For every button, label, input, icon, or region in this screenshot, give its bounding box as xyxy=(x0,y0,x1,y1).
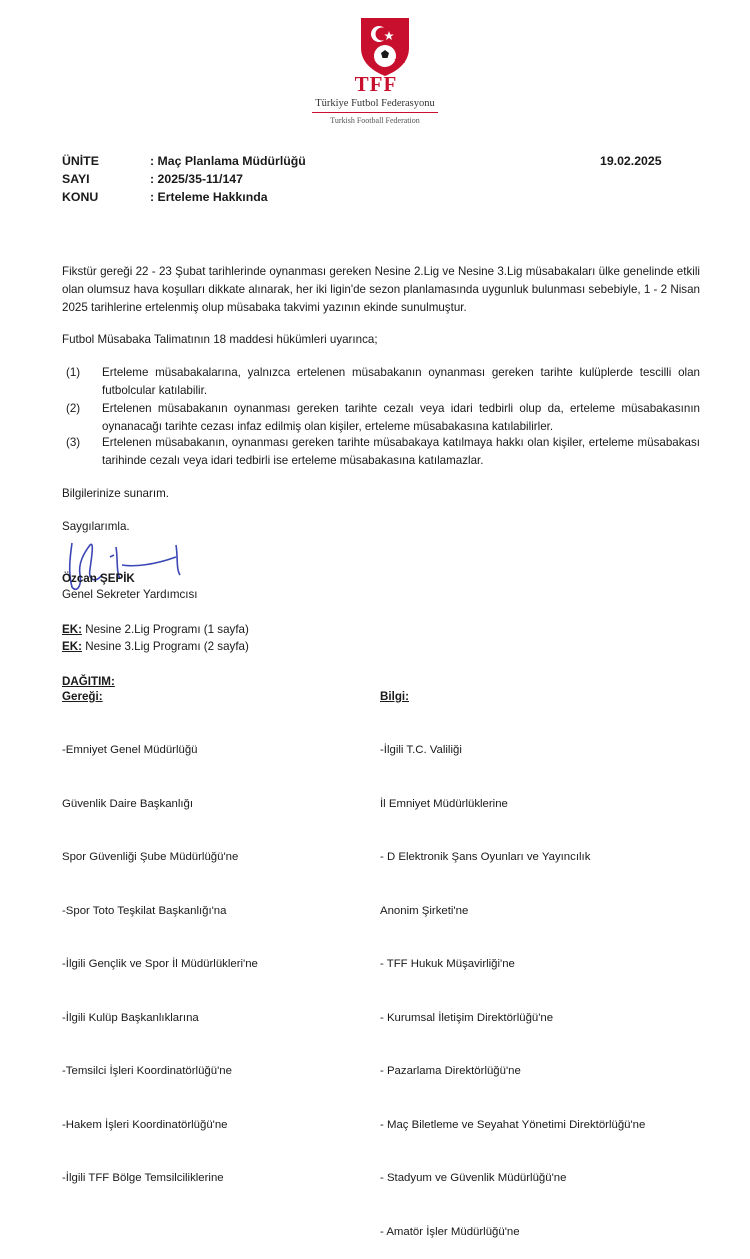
closing-info: Bilgilerinize sunarım. xyxy=(62,487,169,500)
attachment-text: Nesine 3.Lig Programı (2 sayfa) xyxy=(81,640,249,653)
list-item: -İlgili T.C. Valiliği xyxy=(380,744,462,756)
letterhead-divider xyxy=(312,112,438,113)
org-name-tr: Türkiye Futbol Federasyonu xyxy=(315,98,435,109)
list-item xyxy=(62,434,700,470)
body-paragraph-1: Fikstür gereği 22 - 23 Şubat tarihlerinde oynanması gereken Nesine 2.Lig ve Nesine 3.Lig müsabakaları ülke genelinde etkili olan olumsuz hava koşulları dikkate alınarak, her iki ligin'de sezon planlamasında uygunluk bulunması sebebiyle, 1 - 2 Nisan 2025 tarihlerine ertelenmiş olup müsabaka takvimi yazının ekinde sunulmuştur. xyxy=(62,265,700,314)
list-item: -Emniyet Genel Müdürlüğü xyxy=(62,744,198,756)
body-paragraph-2: Futbol Müsabaka Talimatının 18 maddesi hükümleri uyarınca; xyxy=(62,333,378,346)
attachment-label: EK: xyxy=(62,623,82,636)
list-item-number: (2) xyxy=(66,402,81,415)
list-item xyxy=(62,364,700,400)
list-item-text: Ertelenen müsabakanın oynanması gereken tarihte cezalı veya idari tedbirli olup da, erteleme müsabakasının oynanacağı tarihte cezası infaz edilmiş olan kişiler, erteleme müsabakasına katılabilirler. xyxy=(102,402,700,433)
list-item-text: Ertelenen müsabakanın, oynanması gereken tarihte müsabakaya katılmaya hakkı olan kişiler, erteleme müsabakası tarihinde cezalı veya idari tedbirli ise erteleme müsabakasına katılamazlar. xyxy=(102,436,700,467)
list-item: -İlgili Gençlik ve Spor İl Müdürlükleri'ne xyxy=(62,958,258,970)
svg-text:1923: 1923 xyxy=(394,59,406,65)
list-item: -İlgili Kulüp Başkanlıklarına xyxy=(62,1011,199,1024)
signatory-name: Özcan ŞEPİK xyxy=(62,572,135,585)
document-date: 19.02.2025 xyxy=(600,154,662,168)
list-item: -Spor Toto Teşkilat Başkanlığı'na xyxy=(62,904,227,917)
list-item: - TFF Hukuk Müşavirliği'ne xyxy=(380,958,515,970)
distribution-title: DAĞITIM: xyxy=(62,675,115,688)
list-item-number: (1) xyxy=(66,366,81,379)
closing-regards: Saygılarımla. xyxy=(62,520,130,533)
list-item: - Amatör İşler Müdürlüğü'ne xyxy=(380,1225,520,1238)
list-item: - D Elektronik Şans Oyunları ve Yayıncılık xyxy=(380,851,591,863)
subject-label: KONU xyxy=(62,190,99,204)
list-item xyxy=(62,400,700,436)
attachment-line-2 xyxy=(62,640,249,653)
number-value: : 2025/35-11/147 xyxy=(150,172,243,186)
list-item-number: (3) xyxy=(66,436,81,449)
unit-label: ÜNİTE xyxy=(62,154,99,168)
org-abbreviation: TFF xyxy=(354,72,398,96)
list-item: -Temsilci İşleri Koordinatörlüğü'ne xyxy=(62,1065,232,1077)
org-name-en: Turkish Football Federation xyxy=(330,116,420,125)
handwritten-signature-icon xyxy=(58,535,198,595)
tff-logo-icon xyxy=(355,14,415,78)
list-item: Spor Güvenliği Şube Müdürlüğü'ne xyxy=(62,851,239,863)
attachment-label: EK: xyxy=(62,640,82,653)
list-item: - Stadyum ve Güvenlik Müdürlüğü'ne xyxy=(380,1172,567,1184)
list-item: -İlgili TFF Bölge Temsilciliklerine xyxy=(62,1172,224,1184)
unit-value: : Maç Planlama Müdürlüğü xyxy=(150,154,306,168)
list-item: Güvenlik Daire Başkanlığı xyxy=(62,797,194,810)
signatory-title: Genel Sekreter Yardımcısı xyxy=(62,588,198,601)
attachment-text: Nesine 2.Lig Programı (1 sayfa) xyxy=(81,623,249,636)
list-item: - Kurumsal İletişim Direktörlüğü'ne xyxy=(380,1011,554,1024)
number-label: SAYI xyxy=(62,172,90,186)
list-item: İl Emniyet Müdürlüklerine xyxy=(380,797,508,810)
list-item: - Maç Biletleme ve Seyahat Yönetimi Direktörlüğü'ne xyxy=(380,1118,646,1131)
distribution-required-list xyxy=(62,706,258,1206)
list-item: - Pazarlama Direktörlüğü'ne xyxy=(380,1065,521,1077)
list-item: Anonim Şirketi'ne xyxy=(380,904,469,917)
distribution-info-title: Bilgi: xyxy=(380,690,409,703)
subject-value: : Erteleme Hakkında xyxy=(150,190,268,204)
attachment-line-1 xyxy=(62,623,249,636)
distribution-info-list xyxy=(380,706,645,1259)
list-item: -Hakem İşleri Koordinatörlüğü'ne xyxy=(62,1118,228,1131)
list-item-text: Erteleme müsabakalarına, yalnızca ertelenen müsabakanın oynanması gereken tarihte kulüplerde tescilli olan futbolcular katılabilir. xyxy=(102,366,700,397)
distribution-required-title: Gereği: xyxy=(62,690,103,703)
